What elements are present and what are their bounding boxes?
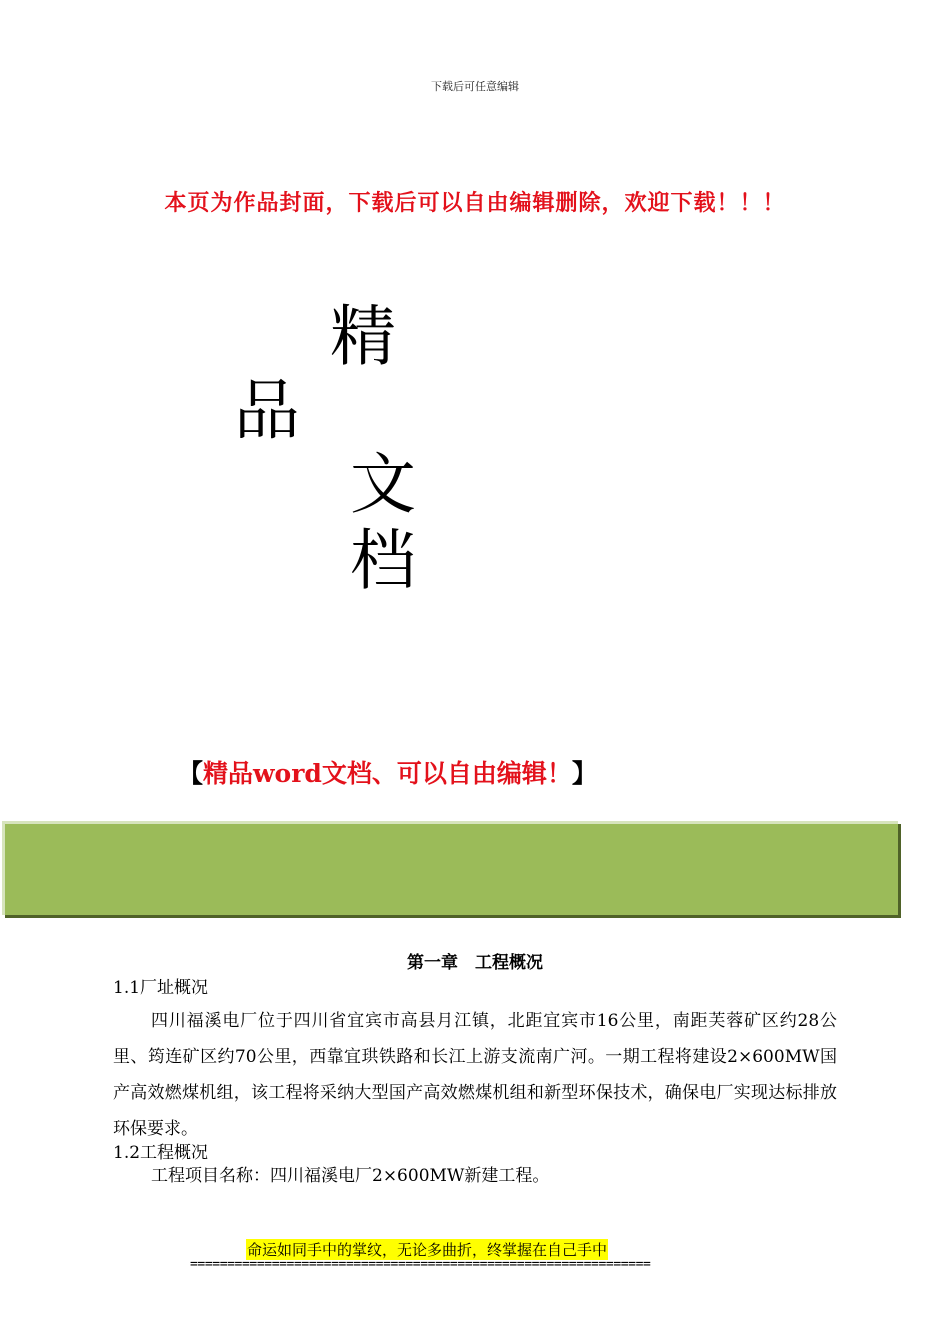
cover-char-jing: 精 bbox=[330, 298, 396, 375]
header-note: 下载后可任意编辑 bbox=[431, 80, 519, 93]
cover-char-dang: 档 bbox=[350, 522, 416, 599]
footer-rule: ============================================================== bbox=[190, 1257, 651, 1272]
section-heading-1-1: 1.1厂址概况 bbox=[113, 978, 209, 998]
banner-close-bracket: 】 bbox=[571, 759, 597, 788]
cover-notice: 本页为作品封面，下载后可以自由编辑删除，欢迎下载！！！ bbox=[164, 190, 786, 216]
site-overview-paragraph: 四川福溪电厂位于四川省宜宾市高县月江镇，北距宜宾市16公里，南距芙蓉矿区约28公里、筠连矿区约70公里，西靠宜珙铁路和长江上游支流南广河。一期工程将建设2×600MW国产高效燃煤机组，该工程将采纳大型国产高效燃煤机组和新型环保技术，确保电厂实现达标排放环保要求。 bbox=[113, 1011, 837, 1139]
banner-open-bracket: 【 bbox=[178, 759, 204, 788]
cover-char-wen: 文 bbox=[350, 446, 416, 523]
word-banner bbox=[178, 754, 597, 790]
footer-motto: 命运如同手中的掌纹，无论多曲折，终掌握在自己手中 bbox=[247, 1241, 608, 1259]
banner-text: 精品word文档、可以自由编辑！ bbox=[203, 759, 572, 788]
section-heading-1-2: 1.2工程概况 bbox=[113, 1143, 209, 1163]
chapter-title: 第一章 工程概况 bbox=[407, 953, 543, 973]
cover-char-pin: 品 bbox=[234, 372, 300, 449]
project-name-line: 工程项目名称：四川福溪电厂2×600MW新建工程。 bbox=[151, 1166, 550, 1186]
green-banner-band bbox=[2, 821, 898, 915]
